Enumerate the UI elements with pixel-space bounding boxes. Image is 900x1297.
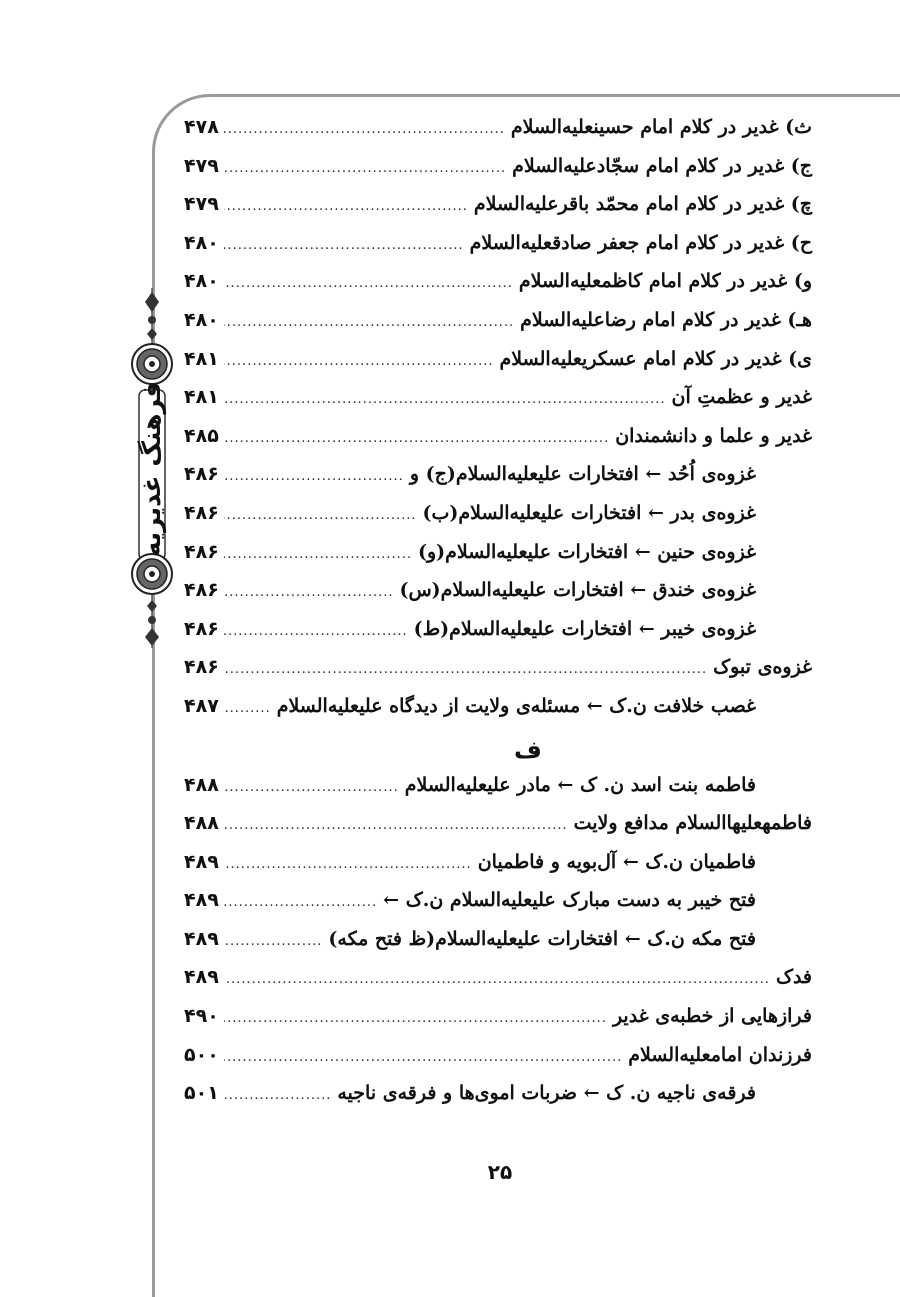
toc-entry-text: ج) غدیر در کلام امام سجّادعلیه‌السلام xyxy=(512,154,812,177)
table-of-contents xyxy=(184,112,812,1117)
toc-subentry[interactable] xyxy=(184,575,812,614)
toc-entry-page: ۴۸۸ xyxy=(184,812,219,835)
toc-entry-page: ۴۸۶ xyxy=(184,617,219,640)
toc-entry[interactable] xyxy=(184,652,812,691)
toc-entry-page: ۴۸۹ xyxy=(184,927,219,950)
toc-subentry[interactable] xyxy=(184,537,812,576)
dot-leader xyxy=(224,624,408,639)
dot-leader xyxy=(224,431,609,446)
toc-entry-text: هـ) غدیر در کلام امام رضاعلیه‌السلام xyxy=(520,308,812,331)
dot-leader xyxy=(224,354,494,369)
toc-entry-text: فتح خیبر به دست مبارک علیعلیه‌السلام ن.ک ← xyxy=(383,889,756,912)
dot-leader xyxy=(224,585,393,600)
toc-entry[interactable] xyxy=(184,112,812,151)
dot-leader xyxy=(224,1050,622,1065)
toc-entry-page: ۴۸۶ xyxy=(184,656,219,679)
dot-leader xyxy=(224,780,399,795)
toc-entry-text: فاطمهعلیهاالسلام مدافع ولایت xyxy=(573,812,812,835)
toc-entry-page: ۴۸۶ xyxy=(184,501,219,524)
toc-entry-text: فرازهایی از خطبه‌ی غدیر xyxy=(612,1005,812,1028)
toc-entry-text: فدک xyxy=(775,966,812,989)
toc-subentry[interactable] xyxy=(184,847,812,886)
toc-entry-text: فاطمه بنت اسد ن. ک ← مادر علیعلیه‌السلام xyxy=(404,773,756,796)
toc-subentry[interactable] xyxy=(184,498,812,537)
toc-entry-text: غزوه‌ی حنین ← افتخارات علیعلیه‌السلام(و) xyxy=(418,540,756,563)
dot-leader xyxy=(224,934,322,949)
toc-entry[interactable] xyxy=(184,305,812,344)
toc-subentry[interactable] xyxy=(184,924,812,963)
toc-entry-page: ۴۸۷ xyxy=(184,694,219,717)
toc-entry-text: ث) غدیر در کلام امام حسینعلیه‌السلام xyxy=(510,116,812,138)
dot-leader xyxy=(224,662,707,677)
toc-entry-page: ۴۸۹ xyxy=(184,889,219,912)
toc-entry-text: غدیر و عظمتِ آن xyxy=(671,386,812,409)
toc-subentry[interactable] xyxy=(184,691,812,730)
toc-entry-page: ۴۷۸ xyxy=(184,116,219,138)
toc-entry[interactable] xyxy=(184,1040,812,1079)
toc-entry-text: فاطمیان ن.ک ← آل‌بویه و فاطمیان xyxy=(477,850,756,873)
toc-subentry[interactable] xyxy=(184,614,812,653)
toc-entry-text: ح) غدیر در کلام امام جعفر صادقعلیه‌السلام xyxy=(469,231,812,254)
toc-entry[interactable] xyxy=(184,382,812,421)
toc-entry[interactable] xyxy=(184,344,812,383)
toc-entry-page: ۵۰۱ xyxy=(184,1082,219,1105)
toc-entry[interactable] xyxy=(184,266,812,305)
page-number: ۲۵ xyxy=(487,1160,513,1184)
spine-ornament xyxy=(128,288,176,648)
dot-leader xyxy=(224,547,412,562)
toc-entry-text: چ) غدیر در کلام امام محمّد باقرعلیه‌السلام xyxy=(473,193,812,216)
dot-leader xyxy=(224,508,417,523)
toc-subentry[interactable] xyxy=(184,885,812,924)
toc-entry-page: ۴۸۶ xyxy=(184,579,219,602)
toc-entry-text: غزوه‌ی خندق ← افتخارات علیعلیه‌السلام(س) xyxy=(399,579,756,602)
toc-group-f xyxy=(184,770,812,1117)
dot-leader xyxy=(224,701,271,716)
section-letter-heading: ف xyxy=(514,735,542,764)
toc-entry-text: فرقه‌ی ناجیه ن. ک ← ضربات اموی‌ها و فرقه‌ی ناجیه xyxy=(337,1082,756,1105)
toc-entry-text: غزوه‌ی خیبر ← افتخارات علیعلیه‌السلام(ط) xyxy=(413,617,756,640)
toc-entry-page: ۴۸۸ xyxy=(184,773,219,796)
dot-leader xyxy=(224,199,468,214)
toc-entry-text: ی) غدیر در کلام امام عسکریعلیه‌السلام xyxy=(499,347,812,370)
toc-entry-page: ۴۸۰ xyxy=(184,308,219,331)
toc-entry-text: فتح مکه ن.ک ← افتخارات علیعلیه‌السلام(ظ فتح مکه) xyxy=(328,927,756,950)
toc-subentry[interactable] xyxy=(184,770,812,809)
dot-leader xyxy=(224,315,514,330)
spine-title: فرهنگ غدیریه xyxy=(137,381,166,557)
toc-entry-text: فرزندان امامعلیه‌السلام xyxy=(628,1043,812,1066)
dot-leader xyxy=(224,895,377,910)
toc-entry-page: ۴۸۱ xyxy=(184,347,219,370)
toc-entry-page: ۵۰۰ xyxy=(184,1043,219,1066)
toc-entry-page: ۴۸۹ xyxy=(184,850,219,873)
dot-leader xyxy=(224,392,666,407)
toc-entry-page: ۴۷۹ xyxy=(184,154,219,177)
dot-leader xyxy=(224,238,464,253)
dot-leader xyxy=(224,1088,331,1103)
toc-entry[interactable] xyxy=(184,228,812,267)
dot-leader xyxy=(224,818,568,833)
toc-entry[interactable] xyxy=(184,808,812,847)
toc-subentry[interactable] xyxy=(184,1078,812,1117)
toc-entry-page: ۴۸۶ xyxy=(184,463,219,486)
toc-subentry[interactable] xyxy=(184,459,812,498)
toc-entry-text: و) غدیر در کلام امام کاظمعلیه‌السلام xyxy=(518,270,812,293)
toc-entry[interactable] xyxy=(184,421,812,460)
toc-entry-page: ۴۸۶ xyxy=(184,540,219,563)
toc-entry[interactable] xyxy=(184,189,812,228)
toc-entry-text: غدیر و علما و دانشمندان xyxy=(615,424,812,447)
toc-entry-text: غصب خلافت ن.ک ← مسئله‌ی ولایت از دیدگاه علیعلیه‌السلام xyxy=(276,694,756,717)
toc-entry[interactable] xyxy=(184,151,812,190)
toc-entry-text: غزوه‌ی بدر ← افتخارات علیعلیه‌السلام(ب) xyxy=(422,501,756,524)
toc-entry-page: ۴۹۰ xyxy=(184,1005,219,1028)
toc-group-gh xyxy=(184,112,812,730)
toc-entry-text: غزوه‌ی تبوک xyxy=(713,656,812,679)
toc-entry-page: ۴۷۹ xyxy=(184,193,219,216)
toc-entry-page: ۴۸۵ xyxy=(184,424,219,447)
toc-entry[interactable] xyxy=(184,1001,812,1040)
toc-entry-page: ۴۸۹ xyxy=(184,966,219,989)
dot-leader xyxy=(224,972,770,987)
toc-entry-page: ۴۸۱ xyxy=(184,386,219,409)
dot-leader xyxy=(224,276,513,291)
dot-leader xyxy=(224,1011,607,1026)
dot-leader xyxy=(224,469,404,484)
dot-leader xyxy=(224,122,505,137)
toc-entry-page: ۴۸۰ xyxy=(184,270,219,293)
toc-entry-page: ۴۸۰ xyxy=(184,231,219,254)
dot-leader xyxy=(224,161,506,176)
toc-entry-text: غزوه‌ی اُحُد ← افتخارات علیعلیه‌السلام(ج) و xyxy=(409,463,756,486)
toc-entry[interactable] xyxy=(184,962,812,1001)
dot-leader xyxy=(224,857,472,872)
